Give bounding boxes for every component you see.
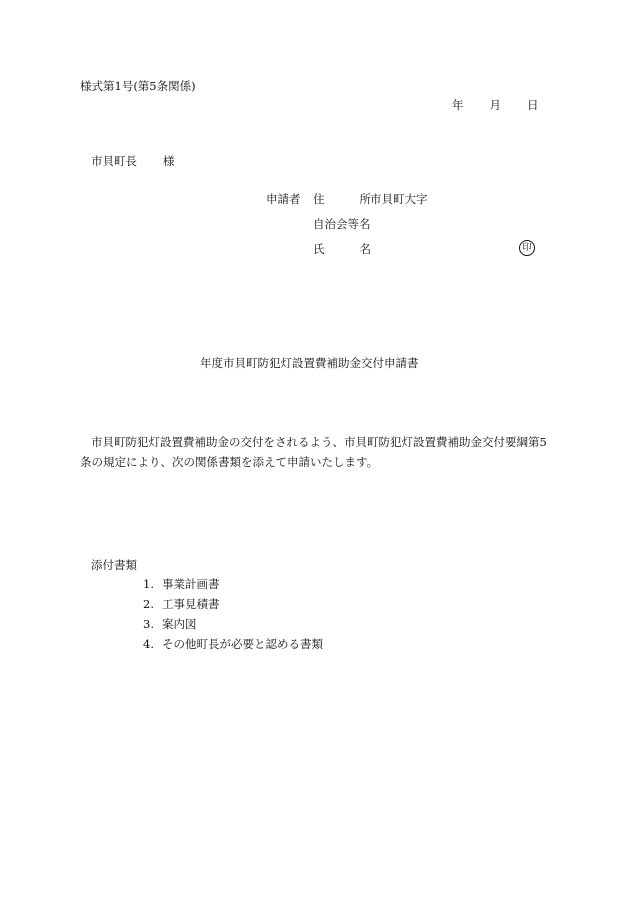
attachments-list	[143, 579, 323, 659]
address-label: 住 所	[313, 192, 371, 206]
form-number: 様式第1号(第5条関係)	[80, 79, 196, 93]
applicant-label: 申請者	[266, 192, 301, 206]
address-value: 市貝町大字	[370, 192, 428, 206]
seal-mark: 印	[519, 240, 535, 256]
community-name-label: 自治会等名	[313, 217, 371, 231]
addressee	[91, 156, 175, 168]
applicant-name-label: 氏 名	[313, 242, 371, 256]
document-title: 年度市貝町防犯灯設置費補助金交付申請書	[200, 356, 419, 370]
date-year-label: 年	[452, 98, 464, 112]
attachments-heading: 添付書類	[91, 558, 137, 572]
date-line	[452, 100, 539, 112]
list-item: 2. 工事見積書	[143, 597, 220, 611]
addressee-honorific: 様	[163, 154, 175, 168]
body-text: 市貝町防犯灯設置費補助金の交付をされるよう、市貝町防犯灯設置費補助金交付要綱第5条の規定により、次の関係書類を添えて申請いたします。	[80, 435, 547, 469]
list-item: 3. 案内図	[143, 617, 197, 631]
date-day-label: 日	[527, 98, 539, 112]
list-item: 1. 事業計画書	[143, 577, 220, 591]
addressee-name: 市貝町長	[91, 154, 137, 168]
list-item: 4. その他町長が必要と認める書類	[143, 637, 323, 651]
date-month-label: 月	[489, 98, 501, 112]
